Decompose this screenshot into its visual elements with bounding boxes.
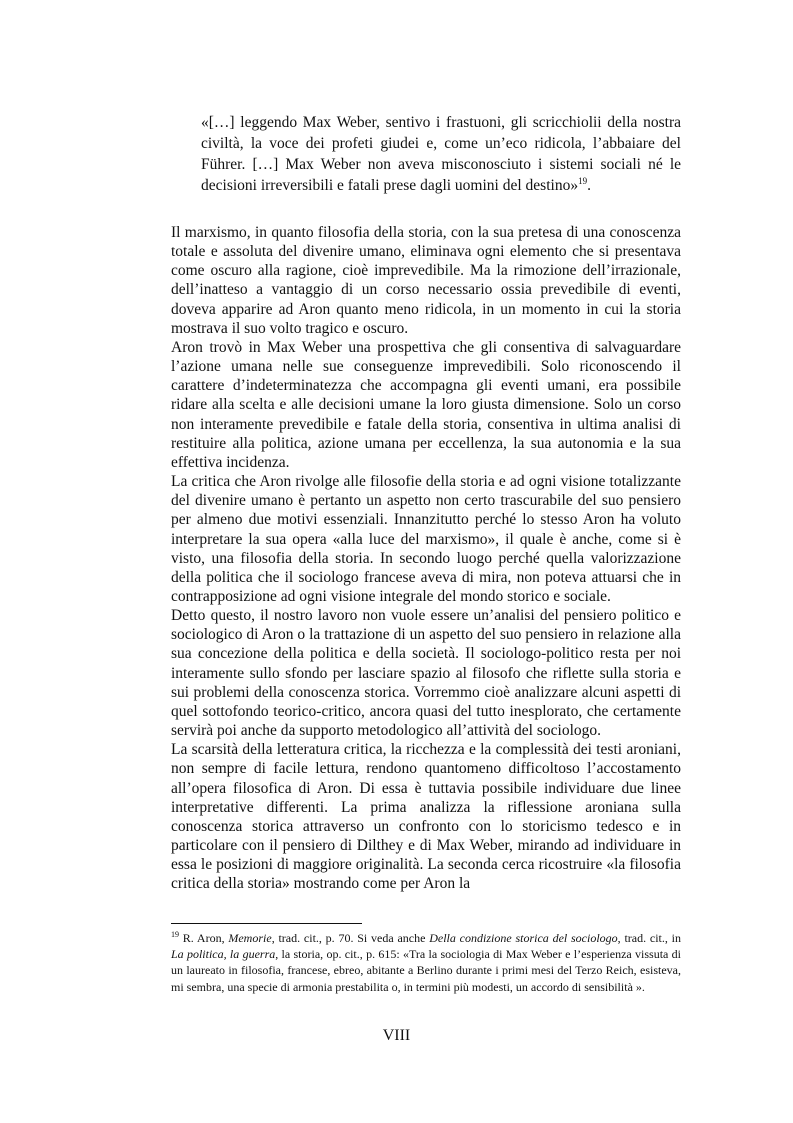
paragraph-max-weber: Aron trovò in Max Weber una prospettiva che gli consentiva di salvaguardare l’azione umana nelle sue conseguenze imprevedibili. Solo riconoscendo il carattere d’indeterminatezza che accompagna gli eventi umani, era possibile ridare alla scelta e alle decisioni umane la loro giusta dimensione. Solo un corso non interamente prevedibile e fatale della storia, consentiva in ultima analisi di restituire alla politica, azione umana per eccellenza, la sua autonomia e la sua effettiva incidenza. (171, 338, 681, 471)
page-number: VIII (382, 1027, 411, 1044)
footnote-text-part-2: , trad. cit., p. 70. Si veda anche (271, 931, 430, 945)
body-text (171, 223, 681, 893)
paragraph-critique: La critica che Aron rivolge alle filosofie della storia e ad ogni visione totalizzante del divenire umano è pertanto un aspetto non certo trascurabile del suo pensiero per almeno due motivi essenziali. Innanzitutto perché lo stesso Aron ha voluto interpretare la sua opera «alla luce del marxismo», il quale è anche, come si è visto, una filosofia della storia. In secondo luogo perché quella valorizzazione della politica che il sociologo francese aveva di mira, non poteva attuarsi che in contrapposizione ad ogni visione integrale del mondo storico e sociale. (171, 473, 681, 605)
footnote-title-politica: La politica, la guerra (171, 947, 276, 962)
footnote-reference-19[interactable]: 19 (578, 175, 588, 186)
footnote-text-part-4: , la storia, op. cit., p. 615: «Tra la sociologia di Max Weber e l’esperienza vissuta di un laureato in filosofia, francese, ebreo, abitante a Berlino durante i primi mesi del Terzo Reich, esisteva, mi sembra, una specie di armonia prestabilita o, in termini più modesti, un accordo di sensibilità ». (171, 947, 681, 994)
footnote-text-part-3: , trad. cit., in (617, 931, 681, 945)
footnote-separator (171, 923, 362, 924)
block-quote (201, 112, 681, 196)
footnote-number: 19 (171, 930, 179, 939)
paragraph-marxism: Il marxismo, in quanto filosofia della storia, con la sua pretesa di una conoscenza totale e assoluta del divenire umano, eliminava ogni elemento che si presentava come oscuro alla ragione, cioè imprevedibile. Ma la rimozione dell’irrazionale, dell’inatteso a vantaggio di un corso necessario ossia prevedibile di eventi, doveva apparire ad Aron quanto meno ridicola, in un momento in cui la storia mostrava il suo volto tragico e oscuro. (171, 224, 681, 337)
quote-text: «[…] leggendo Max Weber, sentivo i frastuoni, gli scricchiolii della nostra civiltà, la voce dei profeti giudei e, come un’eco ridicola, l’abbaiare del Führer. […] Max Weber non aveva misconosciuto i sistemi sociali né le decisioni irreversibili e fatali prese dagli uomini del destino» (201, 114, 681, 194)
footnote-title-condizione: Della condizione storica del sociologo (429, 931, 618, 945)
footnote-19 (171, 930, 681, 995)
paragraph-scope: Detto questo, il nostro lavoro non vuole essere un’analisi del pensiero politico e sociologico di Aron o la trattazione di un aspetto del suo pensiero in relazione alla sua concezione della politica e della società. Il sociologo-politico resta per noi interamente sullo sfondo per lasciare spazio al filosofo che riflette sulla storia e sui problemi della conoscenza storica. Vorremmo cioè analizzare alcuni aspetti di quel sottofondo teorico-critico, ancora quasi del tutto inesplorato, che certamente servirà poi anche da supporto metodologico all’attività del sociologo. (171, 607, 681, 740)
footnote-title-memorie: Memorie (228, 931, 272, 945)
paragraph-literature: La scarsità della letteratura critica, la ricchezza e la complessità dei testi aroniani, non sempre di facile lettura, rendono quantomeno difficoltoso l’accostamento all’opera filosofica di Aron. Di essa è tuttavia possibile individuare due linee interpretative differenti. La prima analizza la riflessione aroniana sulla conoscenza storica attraverso un confronto con lo storicismo tedesco e in particolare con il pensiero di Dilthey e di Max Weber, mirando ad individuare in essa le posizioni di maggiore originalità. La seconda cerca ricostruire «la filosofia critica della storia» mostrando come per Aron la (171, 741, 681, 893)
quote-end: . (587, 177, 591, 194)
footnote-text-part-1: R. Aron, (179, 931, 229, 945)
